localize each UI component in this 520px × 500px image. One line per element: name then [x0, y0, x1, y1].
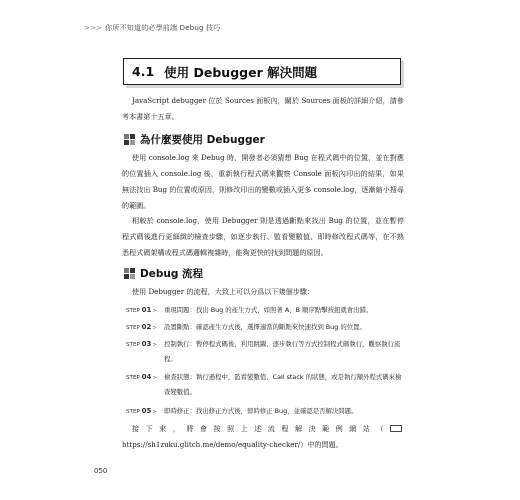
step-item: [126, 404, 406, 420]
header-title: 你所不知道的必學前端 Debug 技巧: [105, 24, 221, 32]
step-text: 即時修正：找出修正方式後，即時修正 Bug，並確認是否解決問題。: [164, 407, 358, 415]
step-text: 檢查狀態：執行過程中，監看變數值、Call stack 的狀態，或是執行額外程式碼來檢查變數值。: [164, 373, 402, 396]
flow-intro: 使用 Debugger 的流程，大致上可以分爲以下幾個步驟：: [132, 287, 315, 296]
section-square-icon: [124, 134, 135, 145]
step-tag: STEP 01>: [126, 306, 158, 314]
step-text: 設置斷點：確認產生方式後，選擇適當的斷點來快速找到 Bug 的位置。: [164, 323, 366, 331]
section-title-why: 為什麼要使用 Debugger: [140, 134, 265, 146]
step-item: [126, 370, 406, 400]
step-item: [126, 337, 406, 367]
why-paragraph-2: 相較於 console.log，使用 Debugger 則是透過斷點來找出 Bug 的位置，並在暫停程式碼後進行更細緻的檢查步驟，如逐步執行、監看變數值、即時修改程式碼等，在不熟悉程式碼架構或程式碼邏輯複雜時，能夠更快的找到問題的原因。: [122, 216, 404, 257]
step-item: [126, 303, 406, 319]
chapter-heading: [123, 58, 401, 85]
why-paragraph-1: 使用 console.log 來 Debug 時，開發者必須猜想 Bug 在程式碼中的位置，並在對應的位置插入 console.log 後，重新執行程式碼來觀察 Console 面板內印出的結果，如果無法找出 Bug 的位置或原因，則修改印出的變數或插入更多 console.log，逐漸縮小搜尋的範圍。: [122, 153, 404, 210]
step-tag: STEP 02>: [126, 323, 158, 331]
step-tag: STEP 03>: [126, 340, 158, 348]
demo-url-link[interactable]: https://sh1zuku.glitch.me/demo/equality-checker/: [122, 440, 301, 449]
header-arrows: >>>: [84, 24, 103, 32]
flow-outro: 接下來，將會按照上述流程解決範例網站（https://sh1zuku.glitch.me/demo/equality-checker/）中的問題。: [122, 421, 404, 453]
step-tag: STEP 04>: [126, 373, 158, 381]
running-header: [84, 23, 220, 33]
intro-paragraph: JavaScript debugger 位於 Sources 面板內，關於 Sources 面板的詳細介紹，請參考本書第十五章。: [122, 96, 404, 121]
step-item: [126, 320, 406, 336]
chapter-number: 4.1: [132, 64, 155, 79]
step-tag: STEP 05>: [126, 407, 158, 415]
page-number: 050: [94, 467, 108, 475]
step-text: 控制執行：暫停程式碼後，利用跳躍、逐步執行等方式控制程式碼執行，觀察執行流程。: [164, 340, 401, 363]
section-heading-why: [124, 132, 265, 147]
step-text: 重現問題：找出 Bug 的產生方式，如照著 A、B 順序點擊按鈕就會出錯。: [164, 306, 373, 314]
url-icon: [390, 425, 402, 432]
section-heading-flow: [124, 266, 203, 281]
chapter-title: 使用 Debugger 解決問題: [164, 64, 318, 80]
section-title-flow: Debug 流程: [140, 268, 203, 280]
section-square-icon: [124, 268, 135, 279]
